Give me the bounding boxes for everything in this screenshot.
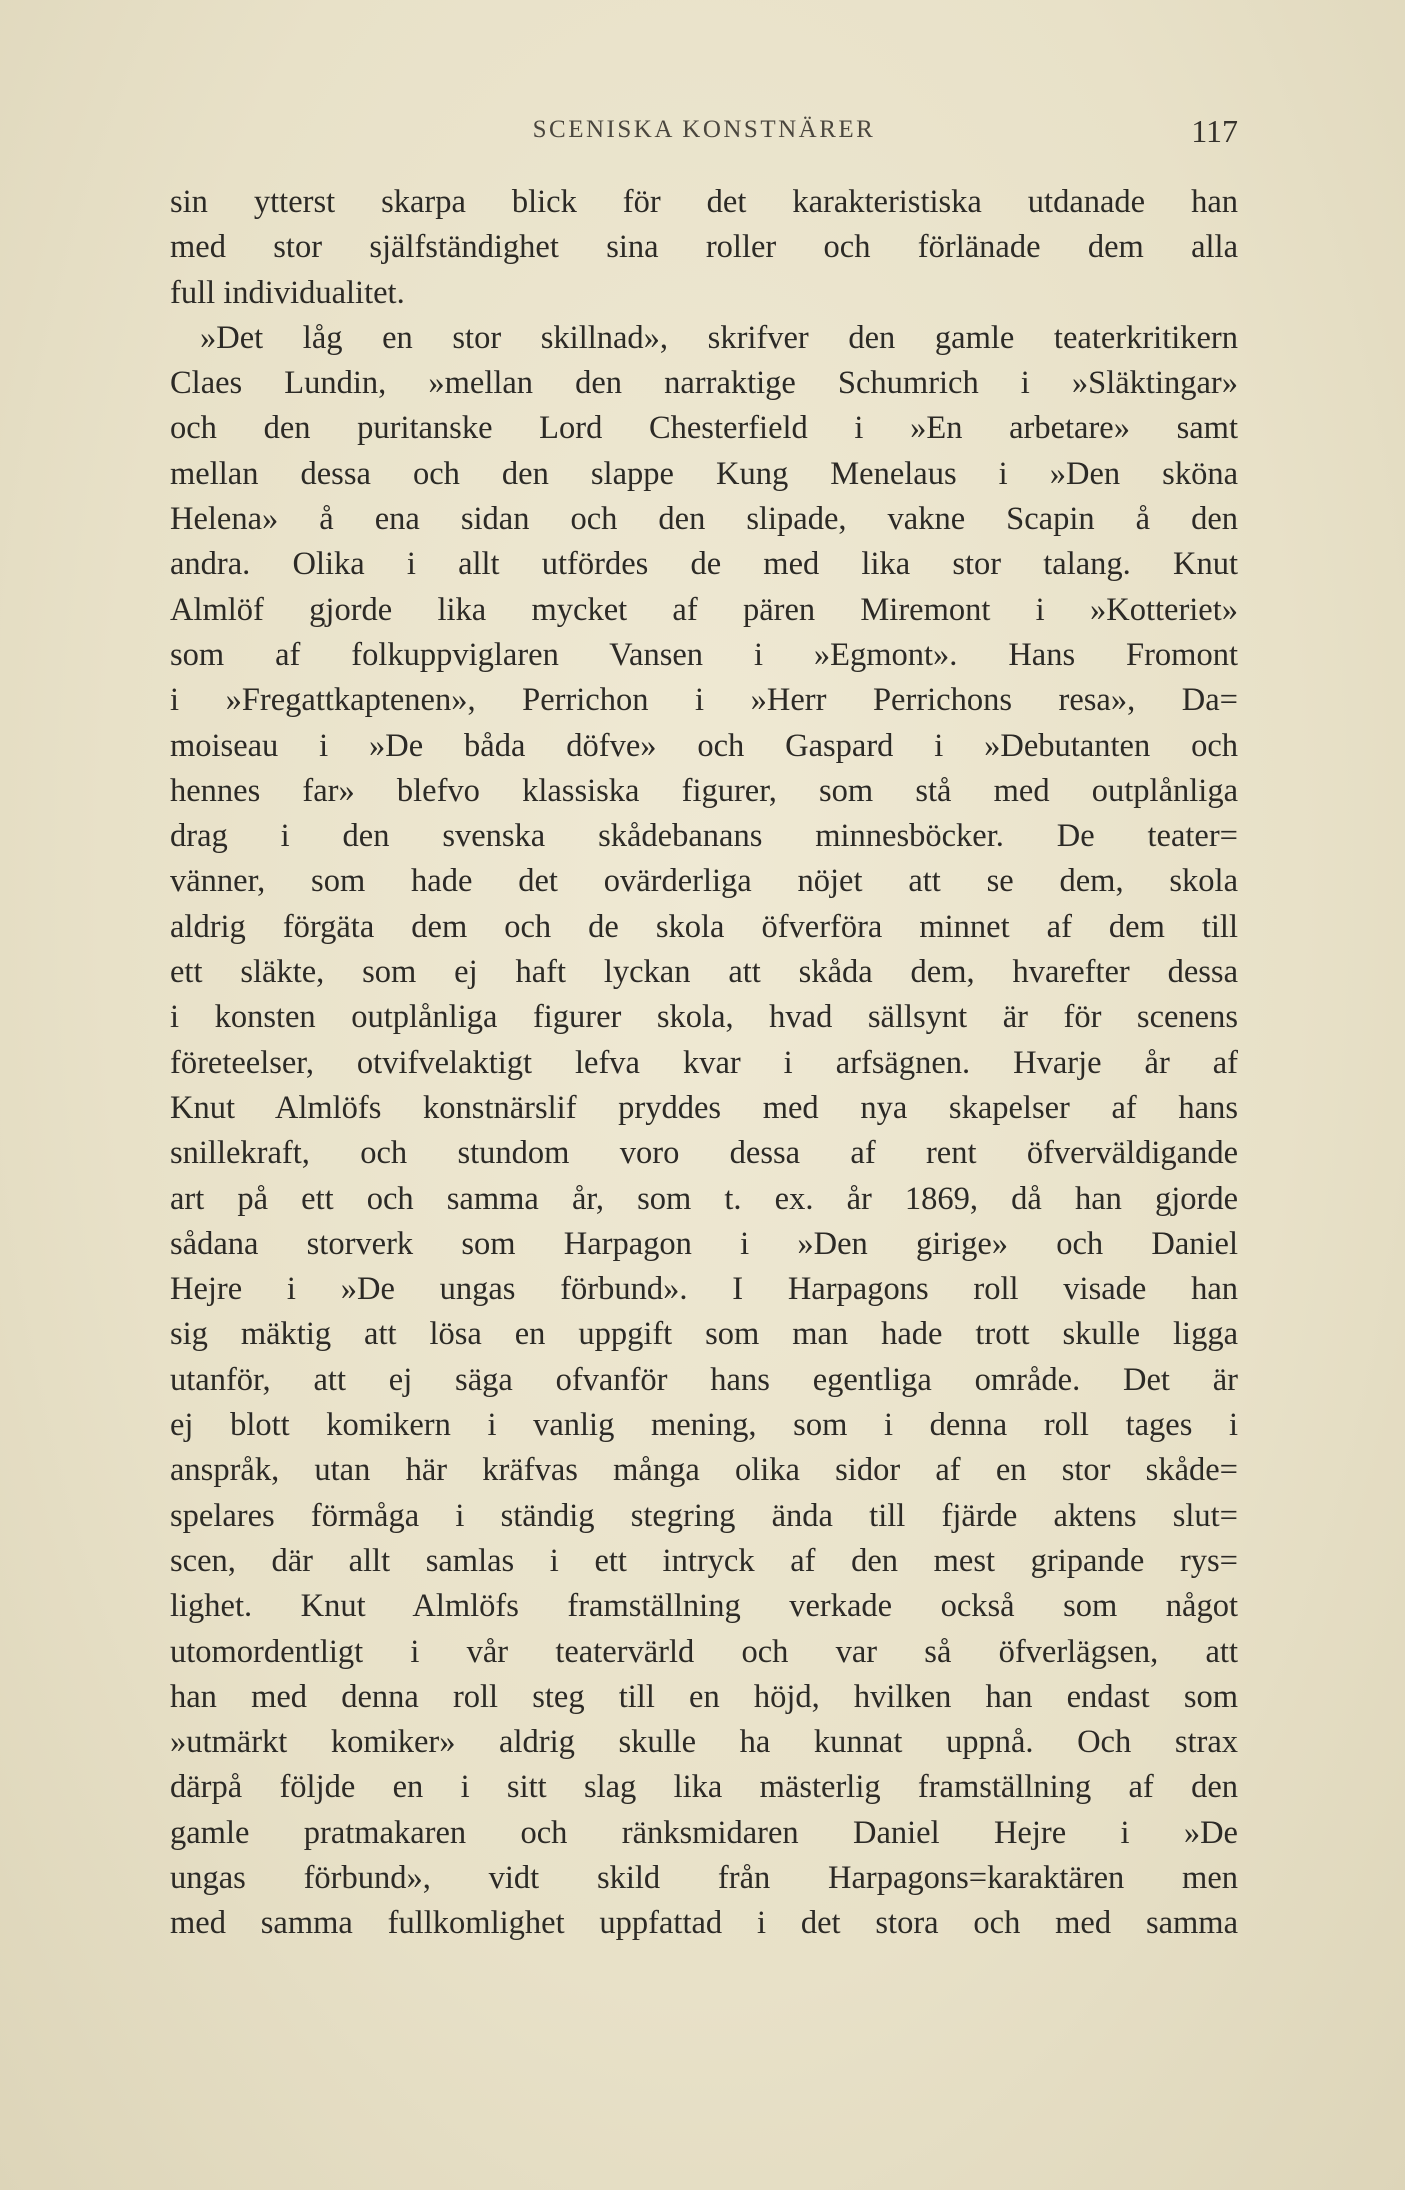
text-line: Hejre i »De ungas förbund». I Harpagons roll visade han	[170, 1271, 1238, 1308]
body-text	[170, 180, 1238, 1947]
text-line: lighet. Knut Almlöfs framställning verkade också som något	[170, 1588, 1238, 1625]
text-line: sådana storverk som Harpagon i »Den girige» och Daniel	[170, 1225, 1238, 1262]
text-line: Almlöf gjorde lika mycket af pären Miremont i »Kotteriet»	[170, 591, 1238, 628]
text-line: gamle pratmakaren och ränksmidaren Daniel Hejre i »De	[170, 1814, 1238, 1851]
text-line: scen, där allt samlas i ett intryck af den mest gripande rys=	[170, 1542, 1238, 1579]
text-line: moiseau i »De båda döfve» och Gaspard i »Debutanten och	[170, 727, 1238, 764]
text-line: företeelser, otvifvelaktigt lefva kvar i arfsägnen. Hvarje år af	[170, 1044, 1238, 1081]
text-line: Helena» å ena sidan och den slipade, vakne Scapin å den	[170, 501, 1238, 538]
text-line: därpå följde en i sitt slag lika mästerlig framställning af den	[170, 1769, 1238, 1806]
text-line: med stor själfständighet sina roller och förlänade dem alla	[170, 229, 1238, 266]
text-line: anspråk, utan här kräfvas många olika sidor af en stor skåde=	[170, 1452, 1238, 1489]
text-line: drag i den svenska skådebanans minnesböcker. De teater=	[170, 818, 1238, 855]
page-number: 117	[1191, 113, 1238, 149]
text-line: »Det låg en stor skillnad», skrifver den gamle teaterkritikern	[200, 319, 1238, 356]
text-line: i »Fregattkaptenen», Perrichon i »Herr Perrichons resa», Da=	[170, 682, 1238, 719]
text-line: utomordentligt i vår teatervärld och var så öfverlägsen, att	[170, 1633, 1238, 1670]
text-line: och den puritanske Lord Chesterfield i »En arbetare» samt	[170, 410, 1238, 447]
text-line: Knut Almlöfs konstnärslif pryddes med nya skapelser af hans	[170, 1089, 1238, 1126]
text-line: snillekraft, och stundom voro dessa af rent öfverväldigande	[170, 1135, 1238, 1172]
text-line: ett släkte, som ej haft lyckan att skåda dem, hvarefter dessa	[170, 954, 1238, 991]
text-line: andra. Olika i allt utfördes de med lika stor talang. Knut	[170, 546, 1238, 583]
running-title: SCENISKA KONSTNÄRER	[532, 116, 876, 143]
text-line: full individualitet.	[170, 274, 405, 311]
text-line: »utmärkt komiker» aldrig skulle ha kunnat uppnå. Och strax	[170, 1724, 1238, 1761]
text-line: han med denna roll steg till en höjd, hvilken han endast som	[170, 1678, 1238, 1715]
text-line: aldrig förgäta dem och de skola öfverföra minnet af dem till	[170, 908, 1238, 945]
text-line: hennes far» blefvo klassiska figurer, som stå med outplånliga	[170, 772, 1238, 809]
text-line: vänner, som hade det ovärderliga nöjet att se dem, skola	[170, 863, 1238, 900]
text-line: Claes Lundin, »mellan den narraktige Schumrich i »Släktingar»	[170, 365, 1238, 402]
text-line: spelares förmåga i ständig stegring ända till fjärde aktens slut=	[170, 1497, 1238, 1534]
text-line: ungas förbund», vidt skild från Harpagons=karaktären men	[170, 1859, 1238, 1896]
text-line: sig mäktig att lösa en uppgift som man hade trott skulle ligga	[170, 1316, 1238, 1353]
text-line: som af folkuppviglaren Vansen i »Egmont». Hans Fromont	[170, 636, 1238, 673]
text-line: sin ytterst skarpa blick för det karakteristiska utdanade han	[170, 184, 1238, 220]
text-line: i konsten outplånliga figurer skola, hvad sällsynt är för scenens	[170, 999, 1238, 1036]
text-line: ej blott komikern i vanlig mening, som i denna roll tages i	[170, 1407, 1238, 1444]
text-line: utanför, att ej säga ofvanför hans egentliga område. Det är	[170, 1361, 1238, 1398]
text-line: mellan dessa och den slappe Kung Menelaus i »Den sköna	[170, 455, 1238, 492]
text-line: art på ett och samma år, som t. ex. år 1869, då han gjorde	[170, 1180, 1238, 1217]
text-line: med samma fullkomlighet uppfattad i det stora och med samma	[170, 1905, 1238, 1942]
running-head	[170, 113, 1238, 156]
